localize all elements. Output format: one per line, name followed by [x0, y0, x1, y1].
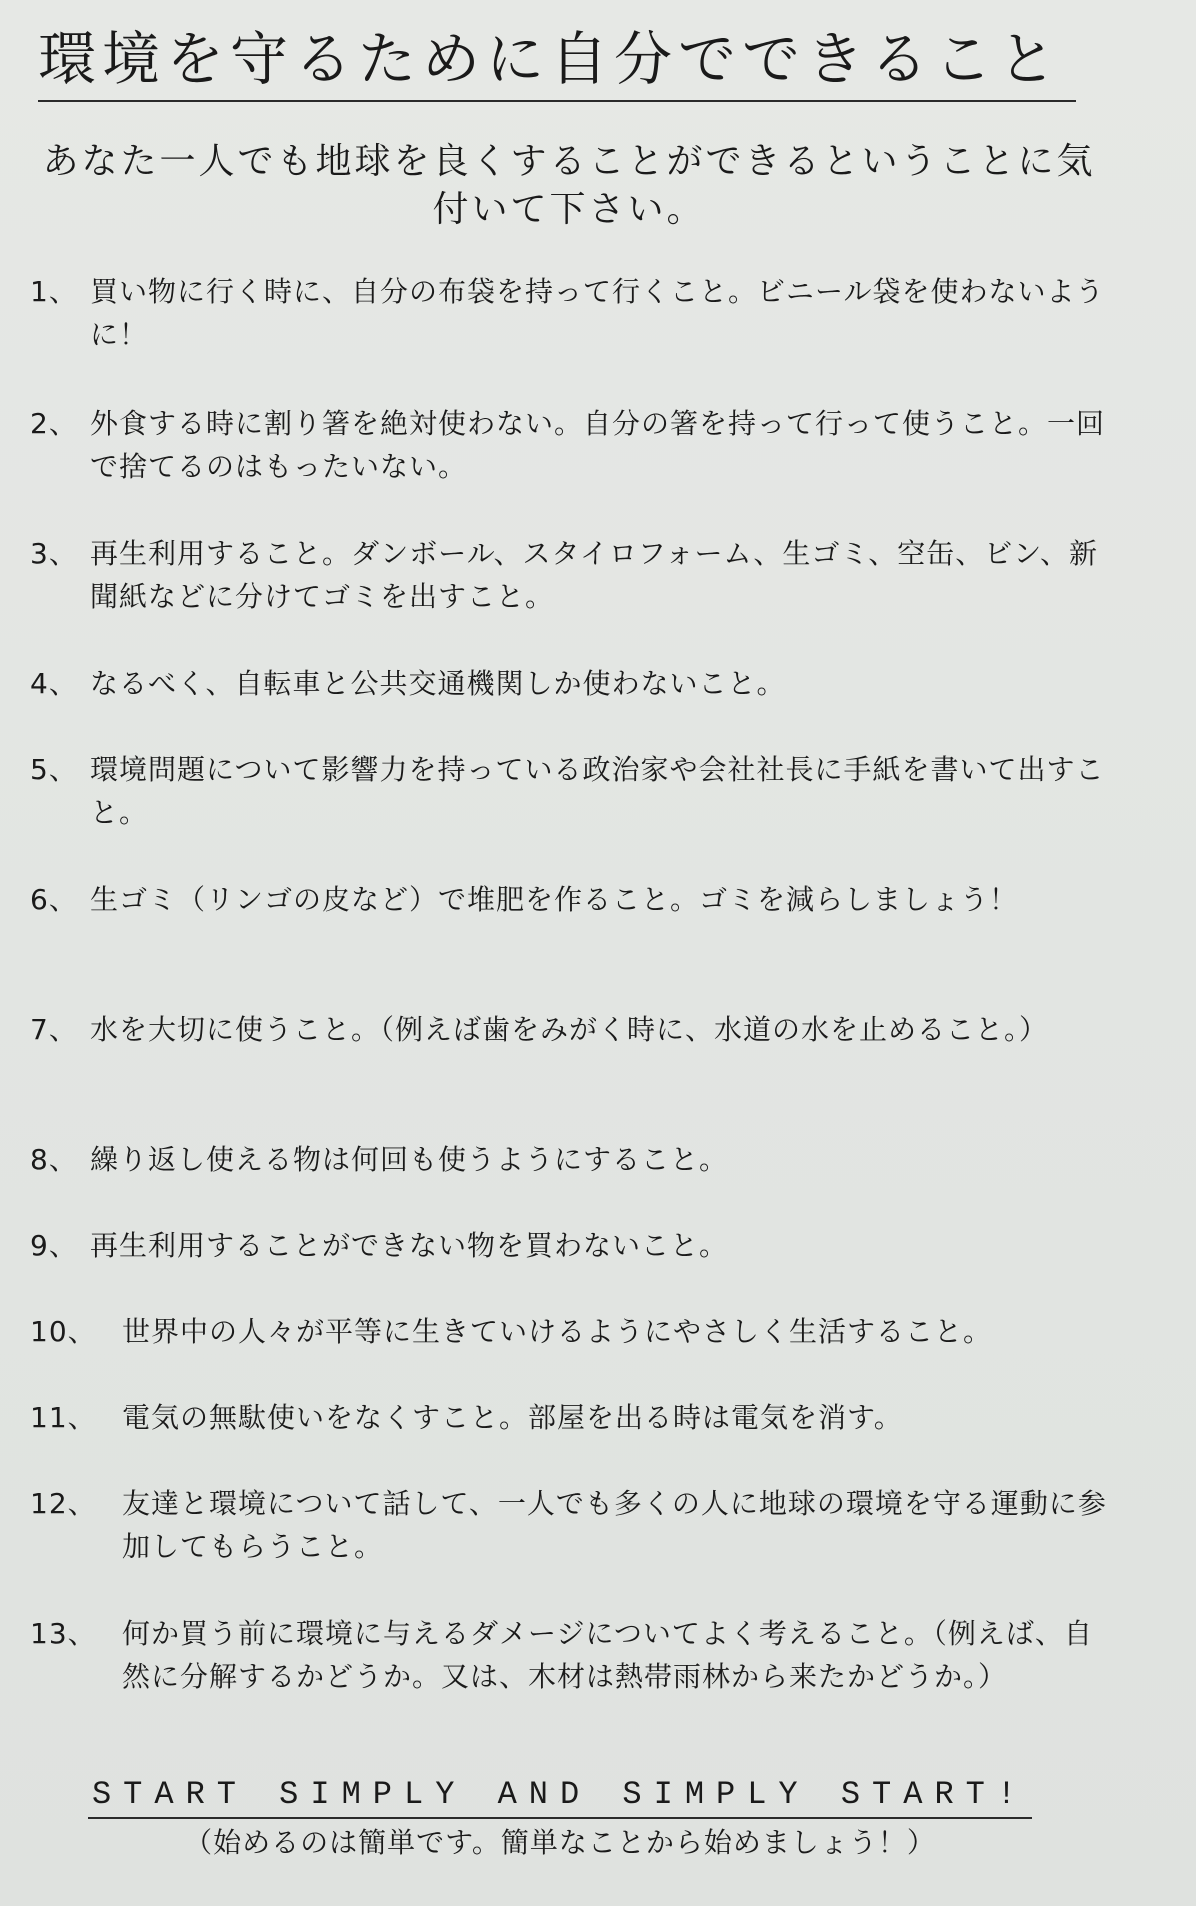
- item-number: 13、: [30, 1617, 97, 1650]
- item-number: 11、: [30, 1401, 97, 1434]
- item-text: 繰り返し使える物は何回も使うようにすること。: [90, 1143, 729, 1176]
- item-number: 8、: [30, 1143, 78, 1176]
- footer-translation: （始めるのは簡単です。簡単なことから始めましょう！）: [184, 1826, 936, 1859]
- item-text: 水を大切に使うこと。（例えば歯をみがく時に、水道の水を止めること。）: [90, 1013, 1049, 1046]
- item-number: 6、: [30, 883, 78, 916]
- item-text: 環境問題について影響力を持っている政治家や会社社長に手紙を書いて出すこと。: [90, 753, 1105, 829]
- list-item: [30, 748, 1110, 834]
- list-item: [30, 270, 1110, 356]
- list-item: [30, 878, 1110, 921]
- list-item: [30, 1396, 1110, 1439]
- list-item: [30, 1310, 1110, 1353]
- item-number: 7、: [30, 1013, 78, 1046]
- item-text: 電気の無駄使いをなくすこと。部屋を出る時は電気を消す。: [122, 1401, 903, 1434]
- item-text: 外食する時に割り箸を絶対使わない。自分の箸を持って行って使うこと。一回で捨てるのはもったいない。: [90, 407, 1106, 483]
- list-item: [30, 1612, 1110, 1698]
- page-title: 環境を守るために自分でできること: [38, 25, 1063, 93]
- list-item: [30, 1008, 1110, 1051]
- item-number: 2、: [30, 407, 78, 440]
- item-text: 再生利用することができない物を買わないこと。: [90, 1229, 729, 1262]
- list-item: [30, 1482, 1110, 1568]
- item-text: 買い物に行く時に、自分の布袋を持って行くこと。ビニール袋を使わないように！: [90, 275, 1105, 351]
- item-number: 1、: [30, 275, 78, 308]
- list-item: [30, 1224, 1110, 1267]
- item-number: 12、: [30, 1487, 97, 1520]
- list-item: [30, 1138, 1110, 1181]
- item-text: 生ゴミ（リンゴの皮など）で堆肥を作ること。ゴミを減らしましょう！: [90, 883, 1019, 916]
- item-text: 何か買う前に環境に与えるダメージについてよく考えること。（例えば、自然に分解するかどうか。又は、木材は熱帯雨林から来たかどうか。）: [122, 1617, 1093, 1693]
- item-text: 世界中の人々が平等に生きていけるようにやさしく生活すること。: [122, 1315, 993, 1348]
- item-number: 10、: [30, 1315, 97, 1348]
- subtitle: あなた一人でも地球を良くすることができるということに気付いて下さい。: [42, 141, 1096, 230]
- footer-slogan: START SIMPLY AND SIMPLY START!: [88, 1775, 1032, 1819]
- list-item: [30, 402, 1110, 488]
- item-number: 9、: [30, 1229, 78, 1262]
- item-text: 友達と環境について話して、一人でも多くの人に地球の環境を守る運動に参加してもらうこと。: [122, 1487, 1107, 1563]
- item-number: 3、: [30, 537, 78, 570]
- item-number: 5、: [30, 753, 78, 786]
- item-number: 4、: [30, 667, 78, 700]
- list-item: [30, 532, 1110, 618]
- item-text: 再生利用すること。ダンボール、スタイロフォーム、生ゴミ、空缶、ビン、新聞紙などに分けてゴミを出すこと。: [90, 537, 1099, 613]
- list-item: [30, 662, 1110, 705]
- footer: [70, 1775, 1050, 1865]
- title-underline: [38, 22, 1076, 102]
- item-text: なるべく、自転車と公共交通機関しか使わないこと。: [90, 667, 786, 700]
